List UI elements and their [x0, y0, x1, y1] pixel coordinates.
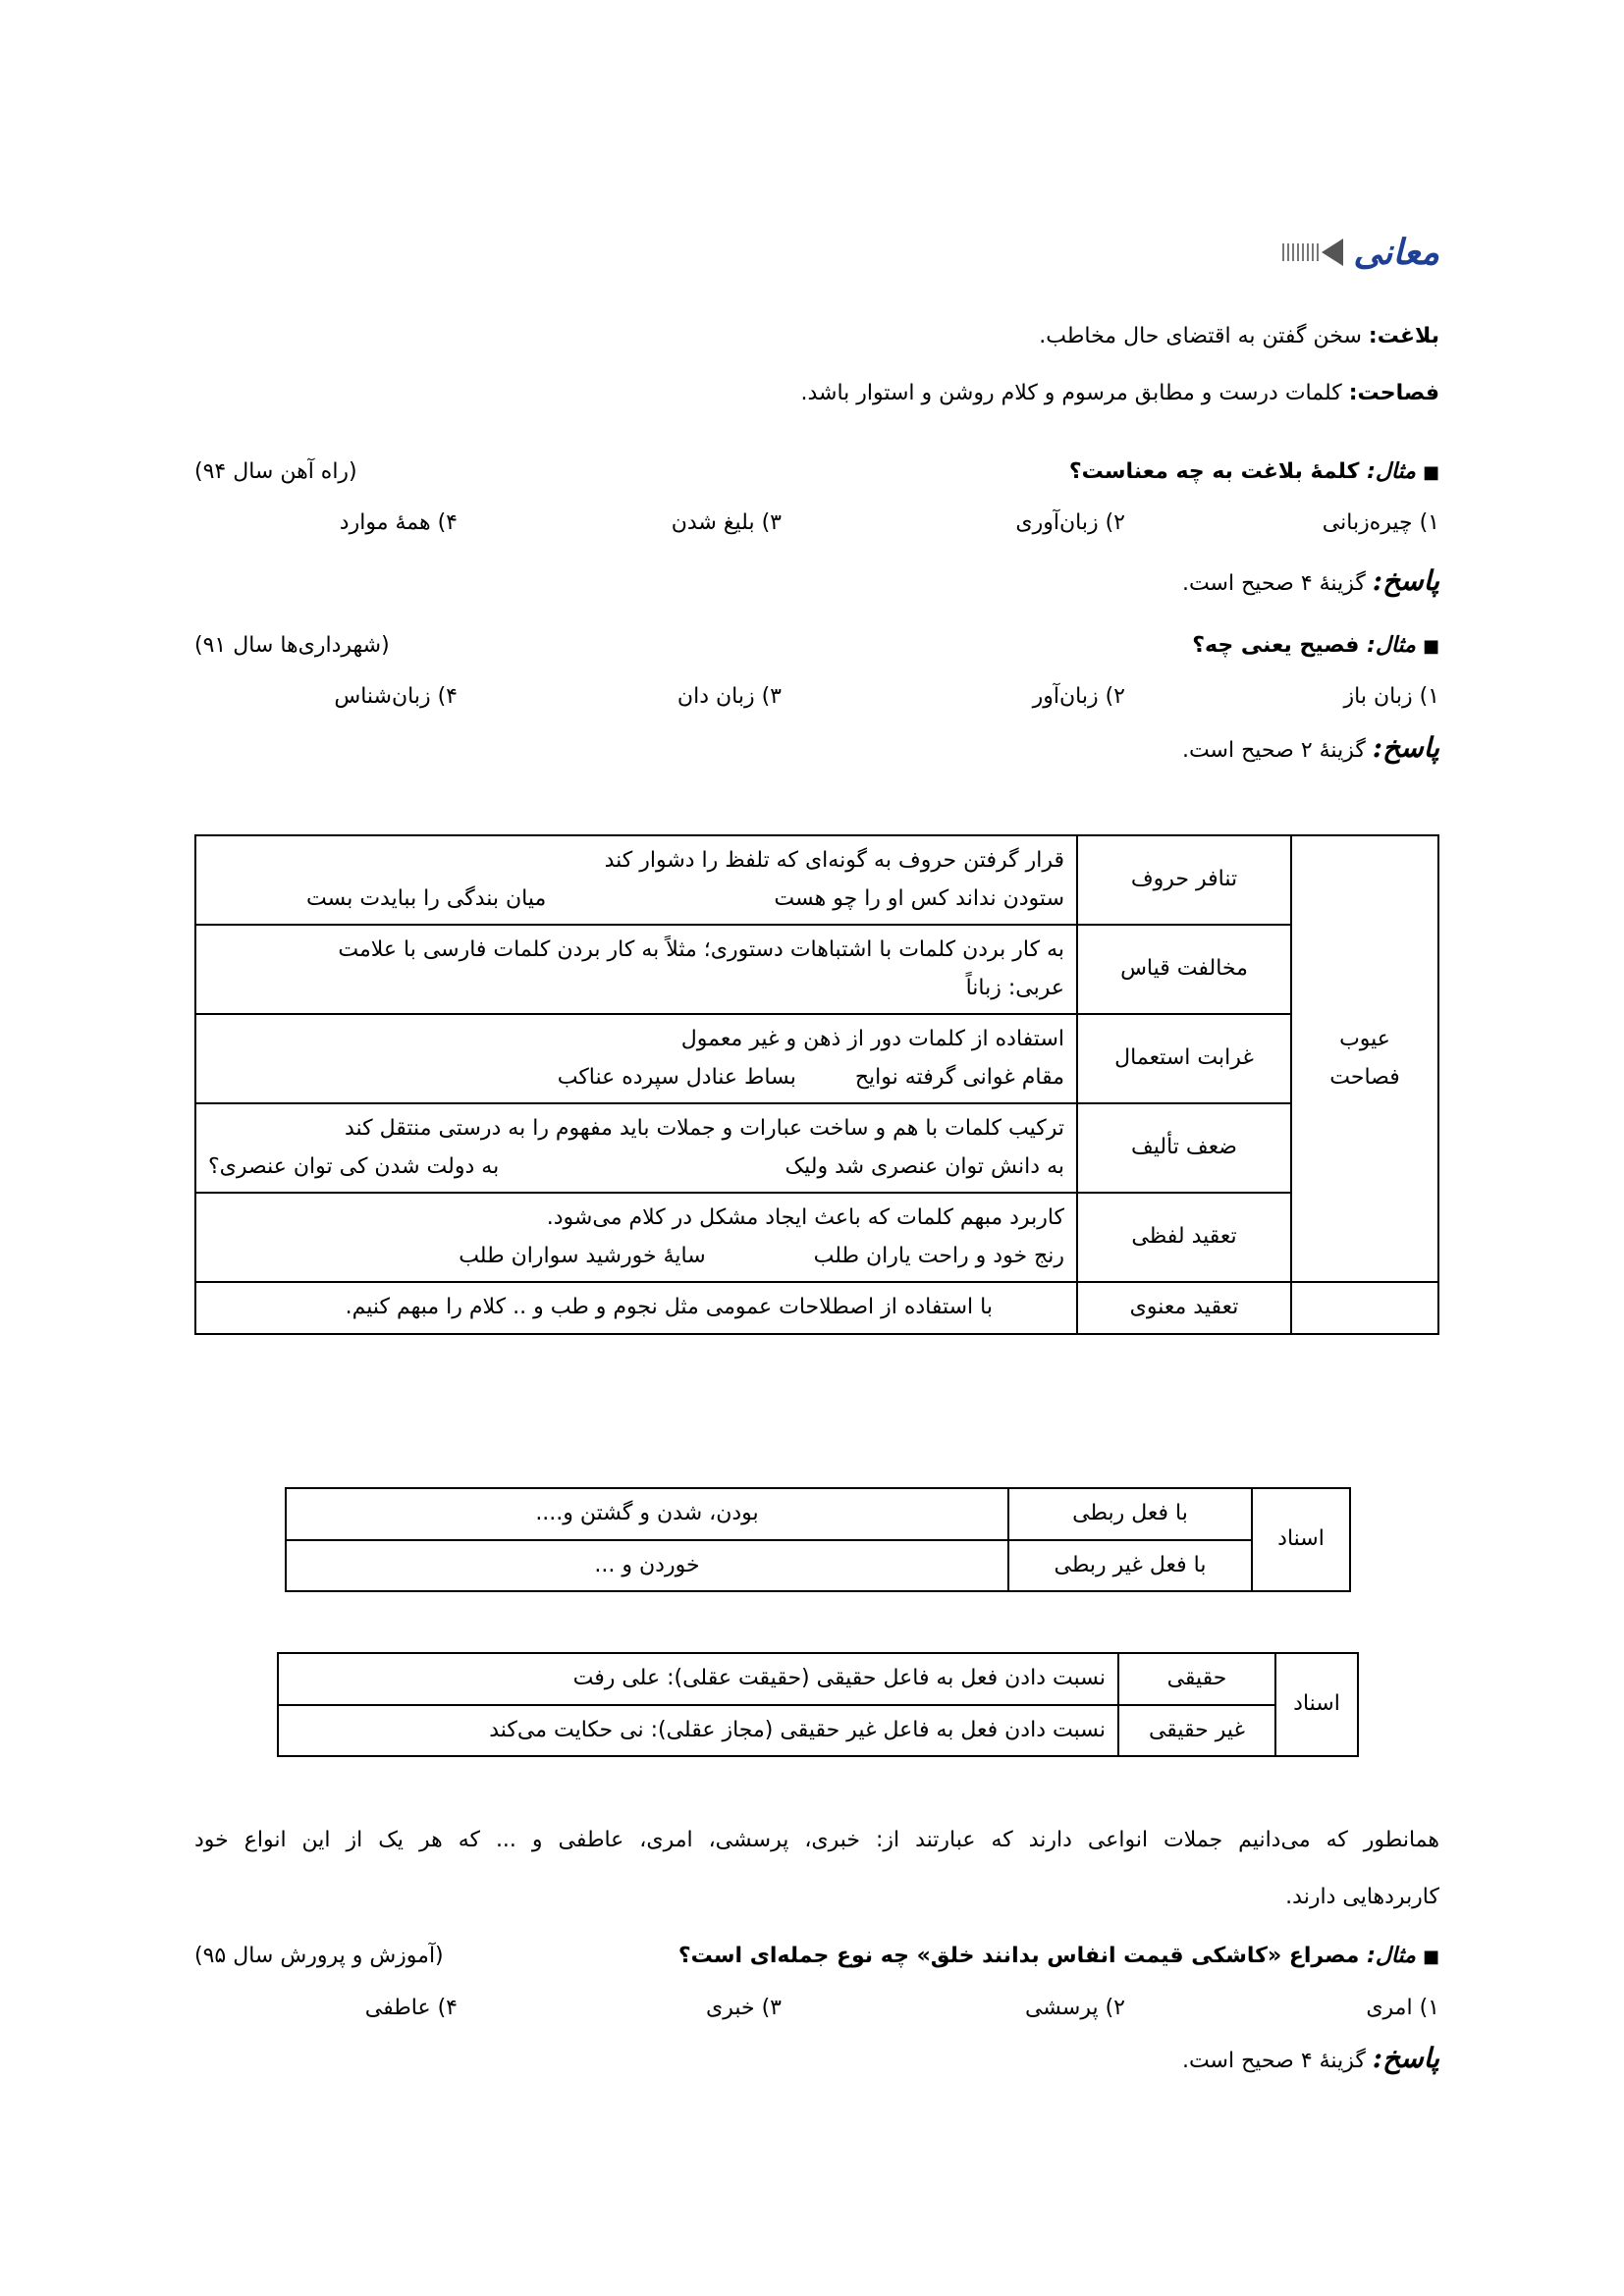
- example-hemistich-1: به دانش توان عنصری شد ولیک: [785, 1153, 1064, 1179]
- answer-label: پاسخ:: [1372, 2042, 1439, 2074]
- group-label: عیوب فصاحت: [1291, 835, 1438, 1282]
- example-hemistich-2: میان بندگی را ببایدت بست: [306, 885, 547, 911]
- fault-desc: کاربرد مبهم کلمات که باعث ایجاد مشکل در کلام می‌شود.: [546, 1205, 1064, 1230]
- fault-example: [208, 1238, 1064, 1276]
- example-hemistich-1: رنج خود و راحت یاران طلب: [813, 1243, 1064, 1268]
- definition-text: سخن گفتن به اقتضای حال مخاطب.: [1039, 324, 1369, 348]
- option-3: ۳) بلیغ شدن: [671, 510, 782, 535]
- fault-name: غرابت استعمال: [1077, 1014, 1291, 1103]
- section-title: معانی: [1353, 232, 1439, 273]
- paragraph-line-2: کاربردهایی دارند.: [1285, 1885, 1439, 1909]
- definition-term: بلاغت:: [1368, 324, 1439, 348]
- example-hemistich-2: سایۀ خورشید سواران طلب: [459, 1243, 706, 1268]
- fault-desc-cell: [195, 1193, 1077, 1282]
- fault-desc-cell: [195, 1103, 1077, 1193]
- isnad-type: غیر حقیقی: [1118, 1705, 1275, 1757]
- document-page: [194, 0, 1439, 2296]
- table-row: [278, 1705, 1358, 1757]
- faults-table: [194, 834, 1439, 1335]
- section-heading: [1282, 232, 1439, 273]
- table-row: [286, 1540, 1350, 1592]
- option-1: ۱) زبان باز: [1343, 684, 1439, 709]
- fault-example: [208, 881, 1064, 919]
- question-text: کلمۀ بلاغت به چه معناست؟: [1068, 459, 1368, 484]
- answer-text: گزینۀ ۴ صحیح است.: [1181, 2049, 1373, 2073]
- isnad-label: اسناد: [1252, 1488, 1350, 1591]
- options-row: [194, 684, 1439, 714]
- fault-example: [208, 1148, 1064, 1187]
- option-1: ۱) امری: [1366, 1996, 1439, 2020]
- definition-term: فصاحت:: [1348, 381, 1439, 405]
- fault-desc-cell: [195, 925, 1077, 1014]
- isnad-table-2: [277, 1652, 1359, 1757]
- isnad-example: خوردن و ...: [286, 1540, 1008, 1592]
- question-source: (آموزش و پرورش سال ۹۵): [194, 1944, 444, 1968]
- definition-balaghat: [194, 324, 1439, 348]
- table-row: [195, 1014, 1438, 1103]
- example-label: مثال:: [1367, 1944, 1416, 1968]
- isnad-example: بودن، شدن و گشتن و....: [286, 1488, 1008, 1540]
- table-row: [195, 925, 1438, 1014]
- isnad-table-1: [285, 1487, 1351, 1592]
- definition-text: کلمات درست و مطابق مرسوم و کلام روشن و استوار باشد.: [800, 381, 1349, 405]
- fault-name: ضعف تألیف: [1077, 1103, 1291, 1193]
- fault-desc-cell: [195, 1014, 1077, 1103]
- option-2: ۲) پرسشی: [1024, 1996, 1125, 2020]
- answer-line: [194, 2042, 1439, 2074]
- fault-name: تعقید معنوی: [1077, 1282, 1291, 1334]
- options-row: [194, 1996, 1439, 2025]
- question-source: (شهرداری‌ها سال ۹۱): [194, 633, 390, 658]
- isnad-label: اسناد: [1275, 1653, 1358, 1756]
- question-source: (راه آهن سال ۹۴): [194, 459, 357, 484]
- example-hemistich-2: بساط عنادل سپرده عناکب: [557, 1064, 796, 1090]
- option-2: ۲) زبان‌آور: [1032, 684, 1125, 709]
- answer-label: پاسخ:: [1372, 564, 1439, 597]
- isnad-type: با فعل ربطی: [1008, 1488, 1252, 1540]
- fault-example: [208, 1059, 1064, 1097]
- option-4: ۴) عاطفی: [364, 1996, 458, 2020]
- example-question: [194, 459, 1439, 484]
- option-2: ۲) زبان‌آوری: [1015, 510, 1125, 535]
- definition-fasahat: [194, 381, 1439, 405]
- options-row: [194, 510, 1439, 540]
- option-3: ۳) خبری: [705, 1996, 782, 2020]
- answer-label: پاسخ:: [1372, 731, 1439, 764]
- option-1: ۱) چیره‌زبانی: [1322, 510, 1439, 535]
- fault-desc-continued: عربی: زباناً: [965, 975, 1064, 1000]
- option-4: ۴) همۀ موارد: [339, 510, 458, 535]
- paragraph-line-1: همانطور که می‌دانیم جملات انواعی دارند که عبارتند از: خبری، پرسشی، امری، عاطفی و ... که هر یک از این انواع خود: [194, 1828, 1439, 1852]
- table-row: [195, 835, 1438, 925]
- table-row: [286, 1488, 1350, 1540]
- isnad-type: حقیقی: [1118, 1653, 1275, 1705]
- example-label: مثال:: [1367, 459, 1416, 484]
- option-3: ۳) زبان دان: [677, 684, 782, 709]
- arrow-icon: [1282, 239, 1343, 266]
- fault-desc-cell: [195, 835, 1077, 925]
- answer-text: گزینۀ ۲ صحیح است.: [1181, 738, 1373, 763]
- fault-name: تنافر حروف: [1077, 835, 1291, 925]
- table-row: [195, 1103, 1438, 1193]
- table-row: [278, 1653, 1358, 1705]
- fault-desc: ترکیب کلمات با هم و ساخت عبارات و جملات باید مفهوم را به درستی منتقل کند: [344, 1116, 1064, 1141]
- square-bullet-icon: ■: [1422, 636, 1439, 657]
- table-row: [195, 1193, 1438, 1282]
- question-text: فصیح یعنی چه؟: [1192, 633, 1368, 658]
- empty-cell: [1291, 1282, 1438, 1334]
- question-text: مصراع «کاشکی قیمت انفاس بدانند خلق» چه نوع جمله‌ای است؟: [677, 1944, 1368, 1968]
- table-row: [195, 1282, 1438, 1334]
- fault-desc: قرار گرفتن حروف به گونه‌ای که تلفظ را دشوار کند: [604, 848, 1064, 873]
- answer-text: گزینۀ ۴ صحیح است.: [1181, 571, 1373, 596]
- fault-desc: با استفاده از اصطلاحات عمومی مثل نجوم و طب و .. کلام را مبهم کنیم.: [195, 1282, 1077, 1334]
- isnad-desc: نسبت دادن فعل به فاعل حقیقی (حقیقت عقلی): علی رفت: [278, 1653, 1118, 1705]
- example-hemistich-2: به دولت شدن کی توان عنصری؟: [208, 1153, 500, 1179]
- answer-line: [194, 564, 1439, 597]
- answer-line: [194, 731, 1439, 764]
- square-bullet-icon: ■: [1422, 462, 1439, 483]
- fault-desc: استفاده از کلمات دور از ذهن و غیر معمول: [680, 1027, 1064, 1051]
- isnad-type: با فعل غیر ربطی: [1008, 1540, 1252, 1592]
- fault-desc: به کار بردن کلمات با اشتباهات دستوری؛ مثلاً به کار بردن کلمات فارسی با علامت: [338, 937, 1064, 962]
- example-question: [194, 633, 1439, 658]
- example-hemistich-1: مقام غوانی گرفته نوایح: [854, 1064, 1064, 1090]
- example-label: مثال:: [1367, 633, 1416, 658]
- square-bullet-icon: ■: [1422, 1947, 1439, 1967]
- fault-name: تعقید لفظی: [1077, 1193, 1291, 1282]
- example-question: [194, 1944, 1439, 1968]
- example-hemistich-1: ستودن نداند کس او را چو هست: [774, 885, 1064, 911]
- fault-name: مخالفت قیاس: [1077, 925, 1291, 1014]
- isnad-desc: نسبت دادن فعل به فاعل غیر حقیقی (مجاز عقلی): نی حکایت می‌کند: [278, 1705, 1118, 1757]
- option-4: ۴) زبان‌شناس: [334, 684, 458, 709]
